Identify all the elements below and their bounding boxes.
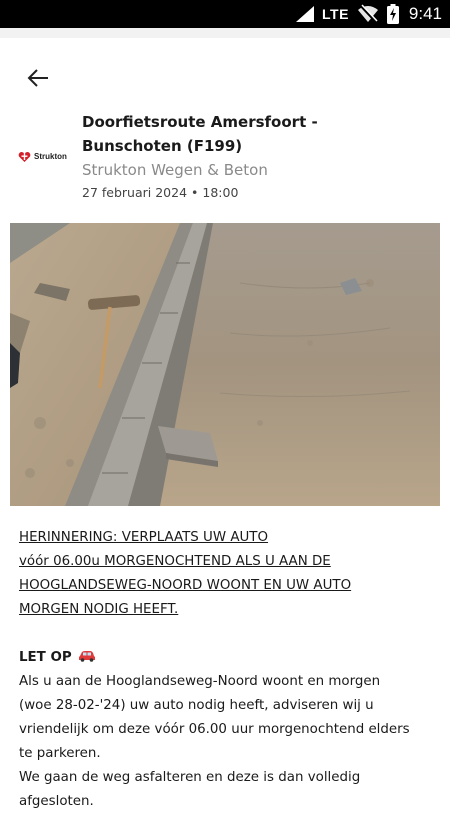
wifi-off-icon: [357, 5, 379, 23]
let-op-heading: [19, 646, 439, 670]
post-author[interactable]: Strukton Wegen & Beton: [82, 161, 268, 179]
strukton-logo-icon: [18, 150, 31, 163]
post-date-time: 18:00: [202, 185, 239, 200]
post-date: [82, 183, 238, 203]
org-logo[interactable]: [18, 146, 72, 166]
post-date-day: 27 februari 2024: [82, 185, 188, 200]
signal-icon: [296, 6, 314, 22]
car-icon: [78, 650, 96, 662]
paragraph-line: afgesloten.: [19, 794, 94, 809]
post-title: [82, 110, 422, 158]
paragraph-line: te parkeren.: [19, 746, 101, 761]
status-bar: [0, 0, 450, 28]
paragraph-line: Als u aan de Hooglandseweg-Noord woont en morgen: [19, 674, 381, 689]
org-logo-text: Strukton: [34, 151, 67, 161]
arrow-left-icon: [26, 66, 50, 90]
paragraph-line: (woe 28-02-'24) uw auto nodig heeft, adviseren wij u: [19, 698, 374, 713]
paragraph-line: We gaan de weg asfalteren en deze is dan volledig: [19, 770, 361, 785]
header-divider: [0, 28, 450, 38]
post-title-line: Bunschoten (F199): [82, 137, 243, 155]
construction-photo: [10, 223, 440, 506]
reminder-line: HOOGLANDSEWEG-NOORD WOONT EN UW AUTO: [19, 578, 352, 593]
let-op-text: LET OP: [19, 650, 72, 665]
battery-charging-icon: [387, 4, 399, 24]
post-body: [19, 526, 439, 814]
status-icons: [288, 0, 442, 28]
post-title-line: Doorfietsroute Amersfoort -: [82, 113, 318, 131]
network-type: LTE: [322, 6, 349, 22]
status-time: 9:41: [408, 4, 442, 23]
reminder-line: vóór 06.00u MORGENOCHTEND ALS U AAN DE: [19, 554, 331, 569]
back-button[interactable]: [16, 56, 60, 100]
post-date-separator: •: [191, 185, 199, 200]
paragraph-line: vriendelijk om deze vóór 06.00 uur morgenochtend elders: [19, 722, 410, 737]
paragraph-spacer: [19, 622, 439, 646]
reminder-line: MORGEN NODIG HEEFT.: [19, 602, 179, 617]
reminder-line: HERINNERING: VERPLAATS UW AUTO: [19, 530, 269, 545]
post-image[interactable]: [10, 223, 440, 506]
